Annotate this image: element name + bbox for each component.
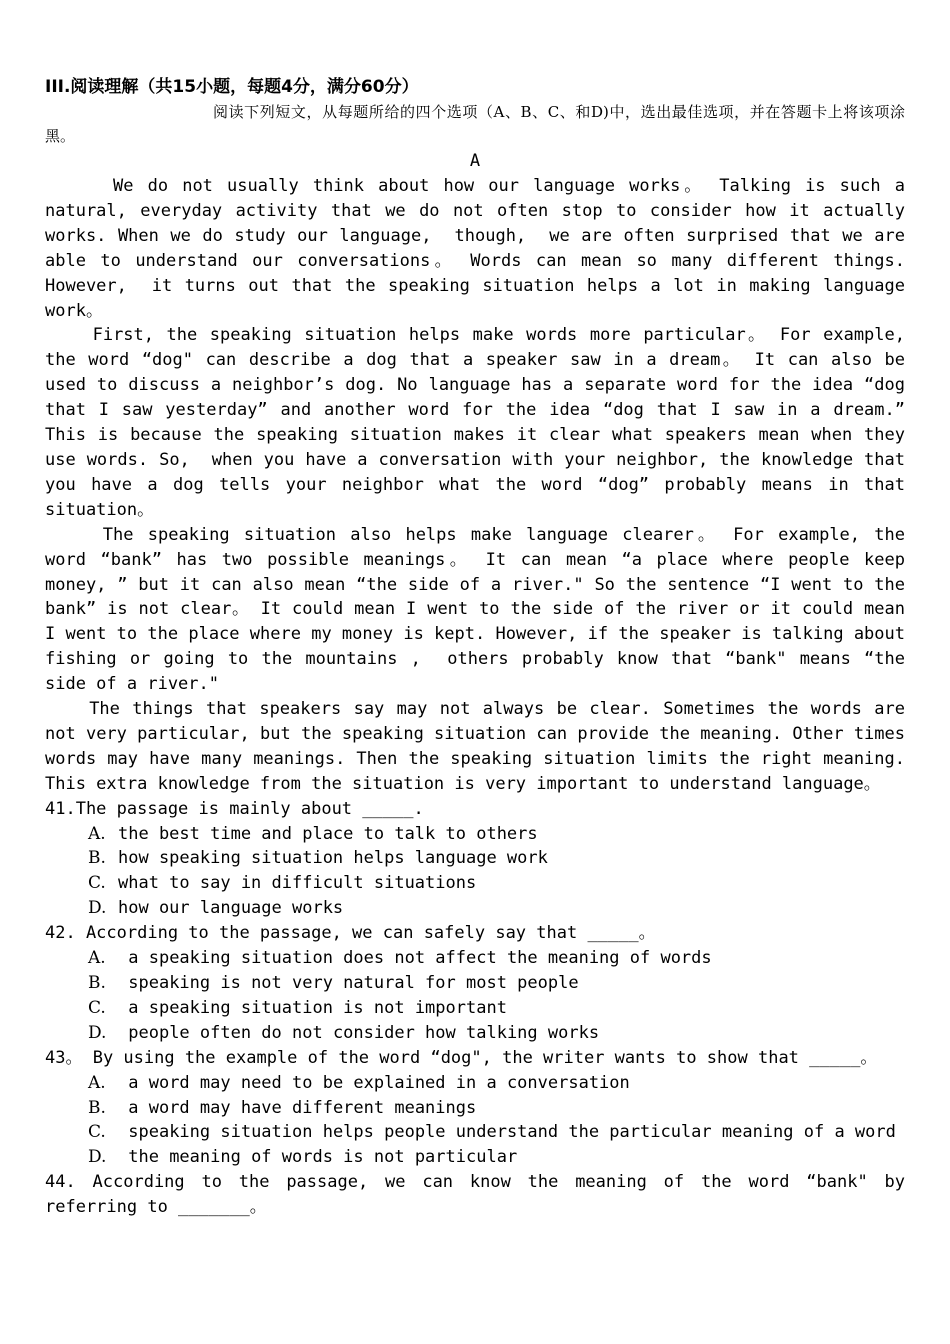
- answer-option: [88, 871, 905, 896]
- question-stem: 44. According to the passage, we can know the meaning of the word “bank" by referring to _______。: [45, 1172, 905, 1218]
- answer-option: [88, 1120, 905, 1145]
- option-letter: B.: [88, 1097, 106, 1118]
- passage-paragraph: First, the speaking situation helps make words more particular。 For example, the word “dog" can describe a dog that a speaker saw in a dream。 It can also be used to discuss a neighbor’s dog. No language has a separate word for the idea “dog that I saw yesterday” and another word for the idea “dog that I saw in a dream.” This is because the speaking situation makes it clear what speakers mean when they use words. So, when you have a conversation with your neighbor, the knowledge that you have a dog tells your neighbor what the word “dog” probably means in that situation。: [45, 325, 916, 520]
- answer-option: [88, 846, 905, 871]
- option-letter: C.: [88, 873, 106, 894]
- option-letter: A.: [88, 823, 106, 844]
- answer-option: [88, 1096, 905, 1121]
- passage-body: [45, 174, 916, 797]
- option-text: how speaking situation helps language work: [118, 848, 548, 869]
- answer-option: [88, 946, 905, 971]
- instructions-text: 阅读下列短文，从每题所给的四个选项（A、B、C、和D)中，选出最佳选项，并在答题卡上将该项涂黑。: [45, 103, 905, 145]
- questions-list: [45, 797, 905, 1220]
- option-text: speaking situation helps people understand the particular meaning of a word: [118, 1122, 896, 1143]
- option-text: the best time and place to talk to others: [118, 823, 538, 844]
- option-text: how our language works: [118, 898, 344, 919]
- answer-option: [88, 896, 905, 921]
- question-block: [45, 1170, 905, 1220]
- option-letter: B.: [88, 848, 106, 869]
- answer-option: [88, 996, 905, 1021]
- option-letter: C.: [88, 1122, 106, 1143]
- option-letter: B.: [88, 973, 106, 993]
- option-letter: D.: [88, 1022, 107, 1043]
- section-title: III.阅读理解（共15小题，每题4分，满分60分）: [45, 77, 419, 97]
- option-text: what to say in difficult situations: [118, 873, 477, 894]
- question-stem: 42. According to the passage, we can safely say that _____。: [45, 923, 656, 944]
- option-letter: D.: [88, 1147, 107, 1168]
- option-letter: C.: [88, 997, 106, 1018]
- answer-option: [88, 1021, 905, 1046]
- option-text: people often do not consider how talking works: [118, 1022, 600, 1043]
- answer-option: [88, 1071, 905, 1096]
- option-text: a speaking situation is not important: [118, 997, 507, 1018]
- option-letter: A.: [88, 948, 106, 969]
- question-block: [45, 921, 905, 1046]
- question-block: [45, 1046, 905, 1171]
- option-text: a speaking situation does not affect the meaning of words: [118, 948, 712, 969]
- question-block: [45, 797, 905, 922]
- answer-option: [88, 822, 905, 847]
- passage-paragraph: The speaking situation also helps make language clearer。 For example, the word “bank” has two possible meanings。 It can mean “a place where people keep money, ” but it can also mean “the side of a river." So the sentence “I went to the bank” is not clear。 It could mean I went to the side of the river or it could mean I went to the place where my money is kept. However, if the speaker is talking about fishing or going to the mountains , others probably know that “bank" means “the side of a river.": [45, 524, 916, 695]
- passage-label: A: [469, 151, 481, 171]
- option-text: a word may need to be explained in a conversation: [118, 1072, 630, 1093]
- option-text: the meaning of words is not particular: [118, 1147, 518, 1168]
- document-page: [45, 74, 916, 1220]
- option-letter: A.: [88, 1072, 106, 1093]
- option-text: speaking is not very natural for most people: [118, 973, 579, 993]
- passage-paragraph: We do not usually think about how our language works。 Talking is such a natural, everyday activity that we do not often stop to consider how it actually works. When we do study our language, though, we are often surprised that we are able to understand our conversations。 Words can mean so many different things. However, it turns out that the speaking situation helps a lot in making language work。: [45, 176, 916, 321]
- option-text: a word may have different meanings: [118, 1097, 477, 1118]
- answer-option: [88, 1145, 905, 1170]
- question-stem: 41.The passage is mainly about _____.: [45, 798, 424, 819]
- option-letter: D.: [88, 898, 107, 919]
- passage-paragraph: The things that speakers say may not always be clear. Sometimes the words are not very particular, but the speaking situation can provide the meaning. Other times words may have many meanings. Then the speaking situation limits the right meaning. This extra knowledge from the situation is very important to understand language。: [45, 699, 916, 794]
- answer-option: [88, 971, 905, 996]
- question-stem: 43。 By using the example of the word “dog", the writer wants to show that _____。: [45, 1047, 878, 1068]
